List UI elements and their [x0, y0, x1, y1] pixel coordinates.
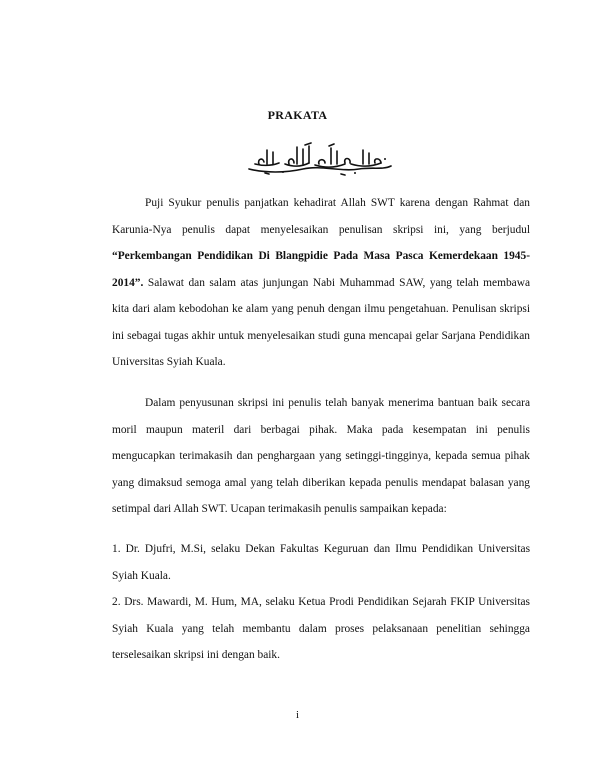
- paragraph-intro-part2: Salawat dan salam atas junjungan Nabi Muhammad SAW, yang telah membawa kita dari alam kebodohan ke alam yang penuh dengan ilmu pengetahuan. Penulisan skripsi ini sebagai tugas akhir untuk menyelesaikan studi guna mencapai gelar Sarjana Pendidikan Universitas Syiah Kuala.: [112, 276, 530, 368]
- paragraph-intro-part1: Puji Syukur penulis panjatkan kehadirat Allah SWT karena dengan Rahmat dan Karunia-Nya penulis dapat menyelesaikan penulisan skripsi ini, yang berjudul: [112, 197, 530, 236]
- paragraph-intro: [112, 190, 530, 376]
- page-title: PRAKATA: [267, 108, 328, 122]
- acknowledgement-item: 1. Dr. Djufri, M.Si, selaku Dekan Fakultas Keguruan dan Ilmu Pendidikan Universitas Syiah Kuala.: [112, 543, 530, 582]
- page-number: i: [295, 709, 300, 721]
- thesis-title: “Perkembangan Pendidikan Di Blangpidie Pada Masa Pasca Kemerdekaan 1945-2014”.: [112, 250, 530, 289]
- acknowledgement-item: 2. Drs. Mawardi, M. Hum, MA, selaku Ketua Prodi Pendidikan Sejarah FKIP Universitas Syiah Kuala yang telah membantu dalam proses pelaksanaan penelitian sehingga terselesaikan skripsi ini dengan baik.: [112, 596, 530, 661]
- basmala-calligraphy: [245, 142, 395, 176]
- paragraph-thanks-text: Dalam penyusunan skripsi ini penulis telah banyak menerima bantuan baik secara moril maupun materil dari berbagai pihak. Maka pada kesempatan ini penulis mengucapkan terimakasih dan penghargaan yang setinggi-tingginya, kepada semua pihak yang dimaksud semoga amal yang telah diberikan kepada penulis mendapat balasan yang setimpal dari Allah SWT. Ucapan terimakasih penulis sampaikan kepada:: [112, 397, 530, 515]
- paragraph-thanks: [112, 390, 530, 523]
